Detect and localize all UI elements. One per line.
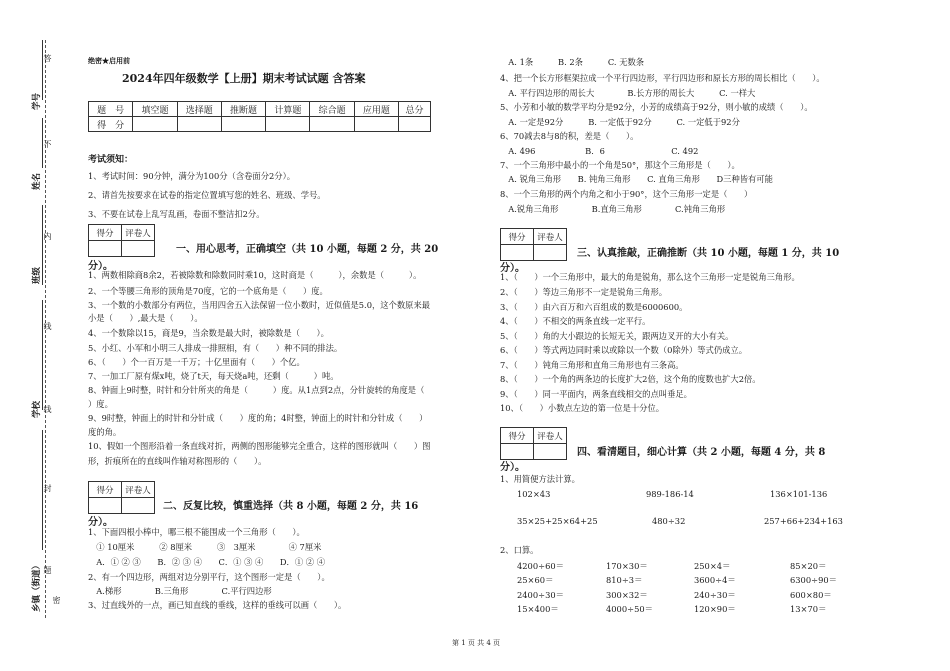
oral-item: 240÷30＝ xyxy=(694,590,736,600)
notice-heading: 考试须知： xyxy=(88,155,134,165)
grader-box xyxy=(500,228,567,261)
grader-score-label: 得分 xyxy=(501,428,534,444)
score-input-cell[interactable] xyxy=(133,117,177,132)
label-name: 姓名 xyxy=(32,172,42,190)
seal-char: 封 xyxy=(43,484,52,493)
label-township: 乡镇（街道） xyxy=(32,560,42,612)
seal-char: 不 xyxy=(43,140,52,149)
question-line: 10、假如一个图形沿着一条直线对折，两侧的图形能够完全重合，这样的图形就叫（ ）图 xyxy=(88,441,431,451)
oral-item: 4000÷50＝ xyxy=(606,604,653,614)
calc-q2-heading: 2、口算。 xyxy=(500,545,539,555)
question-line: 6、（ ）个一百万是一千万；十亿里面有（ ）个亿。 xyxy=(88,357,305,367)
section-2-title-tail: 分）。 xyxy=(88,517,113,528)
score-table xyxy=(88,101,431,132)
score-table-cell: 选择题 xyxy=(177,102,221,117)
question-line: 形，折痕所在的直线叫作轴对称图形的（ ）。 xyxy=(88,456,267,466)
question-line: 度的角。 xyxy=(88,427,122,437)
oral-item: 600×80＝ xyxy=(790,590,832,600)
oral-item: 120×90＝ xyxy=(694,604,736,614)
oral-item: 170×30＝ xyxy=(606,561,648,571)
score-input-cell[interactable] xyxy=(177,117,221,132)
notice-item: 3、不要在试卷上乱写乱画，卷面不整洁扣2分。 xyxy=(88,209,265,219)
question-line: 7、（ ）钝角三角形和直角三角形也有三条高。 xyxy=(500,360,684,370)
question-line: 3、（ ）由六百万和六百组成的数是6000600。 xyxy=(500,302,688,312)
question-line: 6、（ ）等式两边同时乘以或除以一个数（0除外）等式仍成立。 xyxy=(500,345,748,355)
grader-score-cell[interactable] xyxy=(89,498,122,514)
question-line: ）度。 xyxy=(88,399,113,409)
question-line: 4、一个数除以15，商是9，当余数是最大时，被除数是（ ）。 xyxy=(88,328,329,338)
section-4-title: 四、看清题目，细心计算（共 2 小题，每题 4 分，共 8 xyxy=(577,447,826,458)
seal-char: 密 xyxy=(52,596,61,605)
oral-item: 3600÷4＝ xyxy=(694,575,736,585)
oral-item: 250×4＝ xyxy=(694,561,731,571)
question-line: 2、（ ）等边三角形不一定是锐角三角形。 xyxy=(500,287,668,297)
fill-line xyxy=(42,40,43,100)
question-line: ① 10厘米 ② 8厘米 ③ 3厘米 ④ 7厘米 xyxy=(88,542,322,552)
score-table-cell: 应用题 xyxy=(354,102,398,117)
score-input-cell[interactable] xyxy=(399,117,431,132)
section-4-title-tail: 分）。 xyxy=(500,462,525,473)
oral-item: 300×32＝ xyxy=(606,590,648,600)
score-table-score-row xyxy=(89,117,431,132)
oral-item: 4200÷60＝ xyxy=(517,561,564,571)
score-table-cell: 题 号 xyxy=(89,102,133,117)
section-3-title-tail: 分）。 xyxy=(500,263,525,274)
grader-box xyxy=(88,481,155,514)
question-line: 7、一加工厂原有煤x吨，烧了t天，每天烧a吨，还剩（ ）吨。 xyxy=(88,371,339,381)
fill-line xyxy=(42,118,43,168)
grader-reviewer-cell[interactable] xyxy=(534,245,567,261)
fill-line xyxy=(42,205,43,285)
question-line: 7、一个三角形中最小的一个角是50°，那这个三角形是（ ）。 xyxy=(500,160,740,170)
score-input-cell[interactable] xyxy=(266,117,310,132)
grader-score-label: 得分 xyxy=(89,482,122,498)
grader-box xyxy=(88,224,155,257)
oral-item: 13×70＝ xyxy=(790,604,827,614)
oral-item: 15×400＝ xyxy=(517,604,559,614)
fill-line xyxy=(42,430,43,550)
section-1-title-tail: 分）。 xyxy=(88,261,113,272)
calc-item: 102×43 xyxy=(517,489,551,499)
question-line: 5、（ ）角的大小跟边的长短无关，跟两边叉开的大小有关。 xyxy=(500,331,734,341)
oral-item: 85×20＝ xyxy=(790,561,827,571)
question-line: A. 1条 B. 2条 C. 无数条 xyxy=(500,57,645,67)
page-footer: 第 1 页 共 4 页 xyxy=(452,639,501,647)
label-class: 班级 xyxy=(32,266,42,284)
score-table-cell: 综合题 xyxy=(310,102,354,117)
seal-char: 答 xyxy=(43,54,52,63)
score-table-header-row xyxy=(89,102,431,117)
seal-char: 线 xyxy=(43,405,52,414)
question-line: 8、一个三角形的两个内角之和小于90°，这个三角形一定是（ ） xyxy=(500,189,753,199)
question-line: 小是（ ）,最大是（ ）。 xyxy=(88,313,203,323)
score-input-cell[interactable] xyxy=(310,117,354,132)
notice-item: 2、请首先按要求在试卷的指定位置填写您的姓名、班级、学号。 xyxy=(88,190,326,200)
question-line: 1、（ ）一个三角形中，最大的角是锐角，那么这个三角形一定是锐角三角形。 xyxy=(500,272,800,282)
question-line: 3、过直线外的一点，画已知直线的垂线，这样的垂线可以画（ ）。 xyxy=(88,600,347,610)
question-line: 5、小红、小军和小明三人排成一排照相，有（ ）种不同的排法。 xyxy=(88,343,343,353)
calc-item: 989-186-14 xyxy=(646,489,694,499)
grader-reviewer-cell[interactable] xyxy=(122,241,155,257)
score-table-cell: 填空题 xyxy=(133,102,177,117)
oral-item: 6300÷90＝ xyxy=(790,575,837,585)
question-line: 4、把一个长方形框架拉成一个平行四边形，平行四边形和原长方形的周长相比（ ）。 xyxy=(500,73,825,83)
question-line: 6、70减去8与8的积，差是（ ）。 xyxy=(500,131,639,141)
question-line: 5、小芳和小敏的数学平均分是92分，小芳的成绩高于92分，则小敏的成绩（ ）。 xyxy=(500,102,813,112)
secret-mark: 绝密★启用前 xyxy=(88,56,130,65)
grader-score-label: 得分 xyxy=(501,229,534,245)
question-line: A. 锐角三角形 B. 钝角三角形 C. 直角三角形 D三种皆有可能 xyxy=(500,174,773,184)
grader-reviewer-label: 评卷人 xyxy=(534,229,567,245)
notice-item: 1、考试时间：90分钟，满分为100分（含卷面分2分）。 xyxy=(88,171,296,181)
section-2-title: 二、反复比较，慎重选择（共 8 小题，每题 2 分，共 16 xyxy=(163,501,419,512)
question-line: 9、9时整，钟面上的时针和分针成（ ）度的角；4时整，钟面上的时针和分针成（ ） xyxy=(88,413,428,423)
oral-item: 810÷3＝ xyxy=(606,575,643,585)
calc-item: 480÷32 xyxy=(652,516,686,526)
question-line: 2、一个等腰三角形的顶角是70度，它的一个底角是（ ）度。 xyxy=(88,286,328,296)
page-title: 2024年四年级数学【上册】期末考试试题 含答案 xyxy=(122,72,366,85)
question-line: A. 平行四边形的周长大 B.长方形的周长大 C. 一样大 xyxy=(500,88,756,98)
section-3-title: 三、认真推敲，正确推断（共 10 小题，每题 1 分，共 10 xyxy=(577,248,840,259)
score-input-cell[interactable] xyxy=(221,117,265,132)
calc-q1-heading: 1、用简便方法计算。 xyxy=(500,474,580,484)
grader-reviewer-label: 评卷人 xyxy=(122,482,155,498)
grader-reviewer-label: 评卷人 xyxy=(534,428,567,444)
grader-reviewer-cell[interactable] xyxy=(534,444,567,460)
label-student-id: 学号 xyxy=(32,92,42,110)
seal-char: 线 xyxy=(43,322,52,331)
score-table-cell: 得 分 xyxy=(89,117,133,132)
grader-box xyxy=(500,427,567,460)
question-line: 1、下面四根小棒中，哪三根不能围成一个三角形（ ）。 xyxy=(88,527,305,537)
score-table-cell: 总分 xyxy=(399,102,431,117)
question-line: A．① ② ③ B．② ③ ④ C．① ③ ④ D．① ② ④ xyxy=(88,557,326,567)
score-table-cell: 推断题 xyxy=(221,102,265,117)
score-table-cell: 计算题 xyxy=(266,102,310,117)
calc-item: 35×25+25×64+25 xyxy=(517,516,598,526)
question-line: A.锐角三角形 B.直角三角形 C.钝角三角形 xyxy=(500,204,726,214)
question-line: 8、（ ）一个角的两条边的长度扩大2倍，这个角的度数也扩大2倍。 xyxy=(500,374,761,384)
question-line: 8、钟面上9时整，时针和分针所夹的角是（ ）度。从1点到2点，分针旋转的角度是（ xyxy=(88,385,425,395)
question-line: A. 一定是92分 B. 一定低于92分 C. 一定低于92分 xyxy=(500,117,740,127)
grader-score-label: 得分 xyxy=(89,225,122,241)
question-line: 9、（ ）同一平面内，两条直线相交的点叫垂足。 xyxy=(500,389,692,399)
seal-char: 内 xyxy=(43,232,52,241)
calc-item: 136×101-136 xyxy=(770,489,828,499)
question-line: 2、有一个四边形，两组对边分别平行，这个图形一定是（ ）。 xyxy=(88,572,330,582)
fill-line xyxy=(42,300,43,410)
seal-char: 题 xyxy=(43,566,52,575)
section-1-title: 一、用心思考，正确填空（共 10 小题，每题 2 分，共 20 xyxy=(176,244,439,255)
score-input-cell[interactable] xyxy=(354,117,398,132)
oral-item: 25×60＝ xyxy=(517,575,554,585)
question-line: A.梯形 B.三角形 C.平行四边形 xyxy=(88,586,272,596)
grader-reviewer-cell[interactable] xyxy=(122,498,155,514)
grader-score-cell[interactable] xyxy=(89,241,122,257)
question-line: 4、（ ）不相交的两条直线一定平行。 xyxy=(500,316,651,326)
question-line: 1、两数相除商8余2，若被除数和除数同时乘10，这时商是（ ），余数是（ ）。 xyxy=(88,270,422,280)
oral-item: 2400÷30＝ xyxy=(517,590,564,600)
calc-item: 257+66+234+163 xyxy=(764,516,843,526)
question-line: 3、一个数的小数部分有两位，当用四舍五入法保留一位小数时，近似值是5.0，这个数原来最 xyxy=(88,300,431,310)
grader-reviewer-label: 评卷人 xyxy=(122,225,155,241)
question-line: A. 496 B．6 C. 492 xyxy=(500,146,699,156)
label-school: 学校 xyxy=(32,400,42,418)
question-line: 10、（ ）小数点左边的第一位是十分位。 xyxy=(500,403,665,413)
